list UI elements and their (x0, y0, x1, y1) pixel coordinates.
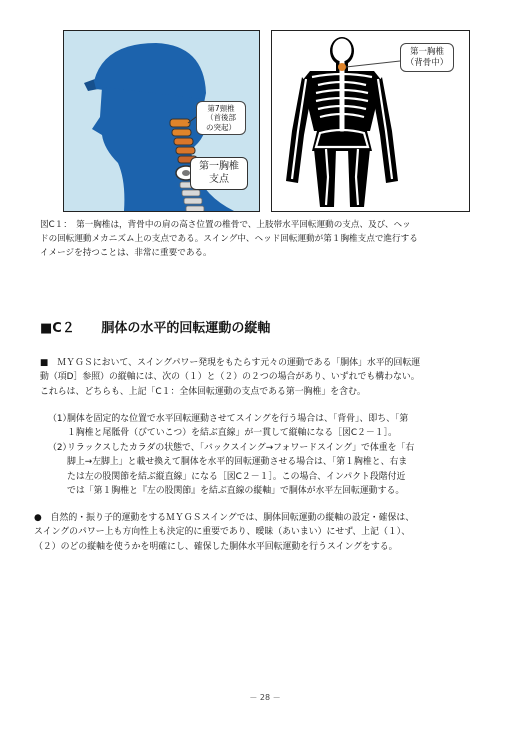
list-line: 胴体を固定的な位置で水平回転運動させてスイングを行う場合は、「背骨」、即ち、「第 (67, 414, 409, 424)
callout-c7-line: （首後部 (206, 113, 236, 123)
section-heading (40, 317, 270, 336)
caption-line: 図C１： 第一胸椎は，背骨中の肩の高さ位置の椎骨で、上肢帯水平回転運動の支点、及び、ヘッ (40, 220, 411, 230)
list-line: リラックスしたカラダの状態で、「バックスイング→フォワードスイング」で体重を「右 (67, 442, 415, 453)
thoracic-marker (338, 63, 346, 71)
list-item (48, 412, 493, 441)
conclusion-paragraph (34, 511, 500, 554)
callout-first-thoracic (190, 157, 248, 190)
callout-c7-line: の突起） (206, 122, 236, 132)
page-number: － 28 － (249, 693, 281, 702)
callout-right-line: 第一胸椎 (409, 47, 444, 57)
list-line: では「第１胸椎と『左の股関節』を結ぶ直線の縦軸」で胴体が水平左回転運動する。 (67, 486, 405, 497)
paragraph-line: スイングのパワー上も方向性上も決定的に重要であり、曖昧（あいまい）にせず、上記（１）、 (34, 527, 411, 538)
section-number: ■C２ (40, 321, 75, 336)
caption-line: イメージを持つことは、非常に重要である。 (40, 247, 212, 258)
callout-first-thoracic-right (400, 43, 454, 72)
list-item (48, 441, 493, 499)
callout-seventh-cervical (196, 101, 246, 135)
list-text (67, 441, 493, 499)
list-line: 脚上→左脚上」と載せ換えて胴体を水平的回転運動させる場合は、「第１胸椎と、右ま (67, 457, 408, 468)
callout-t1-line: 支点 (209, 173, 229, 185)
list-line: たは左の股関節を結ぶ縦直線」になる［図C２－１］。この場合、インパクト段階付近 (67, 471, 406, 482)
paragraph-line: （２）のどの縦軸を使うかを明確にし、確保した胴体水平回転運動を行うスイングをする。 (34, 541, 398, 552)
paragraph-line: 動（項D］参照）の縦軸には、次の（１）と（２）の２つの場合があり、いずれでも構わない。 (40, 372, 420, 383)
caption-line: ドの回転運動メカニズム上の支点である。スイング中、ヘッド回転運動が第１胸椎支点で進行する (40, 233, 418, 244)
figure-skeleton (271, 30, 470, 212)
callout-t1-line: 第一胸椎 (199, 161, 239, 172)
paragraph-line: ■ ＭＹＧＳにおいて、スイングパワー発現をもたらす元々の運動である「胴体」水平的回転運 (40, 358, 421, 368)
list-text (67, 412, 493, 441)
axis-case-list (48, 412, 493, 499)
intro-paragraph (40, 356, 500, 399)
figure-head-neck (63, 30, 260, 212)
section-title: 胴体の水平的回転運動の縦軸 (101, 321, 271, 336)
list-line: １胸椎と尾骶骨（びていこつ）を結ぶ直線」が一貫して縦軸になる［図C２－１］。 (67, 428, 397, 439)
callout-c7-line: 第7頸椎 (207, 104, 235, 113)
figure-caption (40, 219, 480, 260)
paragraph-line: これらは、どちらも、上記「C１：全体回転運動の支点である第一胸椎」を含む。 (40, 386, 366, 397)
list-marker: （1） (48, 414, 72, 424)
callout-right-line: （背骨中） (405, 57, 449, 68)
paragraph-line: ● 自然的・振り子的運動をするＭＹＧＳスイングでは、胴体回転運動の縦軸の設定・確保は、 (34, 513, 415, 523)
list-marker: （2） (48, 442, 72, 453)
